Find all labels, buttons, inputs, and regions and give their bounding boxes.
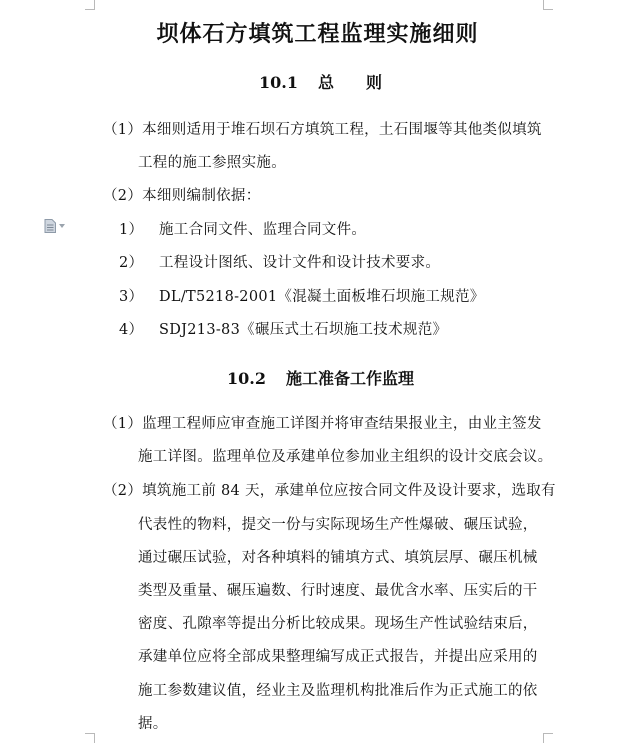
crop-mark-top-left — [85, 0, 95, 10]
section-number: 10.1 — [259, 73, 298, 92]
paragraph-line: （1）监理工程师应审查施工详图并将审查结果报业主，由业主签发 — [103, 416, 542, 432]
paragraph-line: 类型及重量、碾压遍数、行时速度、最优含水率、压实后的干 — [138, 583, 538, 599]
list-item-number: 3） — [119, 289, 144, 305]
paragraph-line: （2）填筑施工前 84 天，承建单位应按合同文件及设计要求，选取有 — [103, 483, 556, 499]
paragraph-line: 施工详图。监理单位及承建单位参加业主组织的设计交底会议。 — [138, 449, 553, 465]
section-heading-preparation — [227, 366, 414, 389]
paragraph-line: 承建单位应将全部成果整理编写成正式报告，并提出应采用的 — [138, 649, 538, 665]
paragraph-line: 工程的施工参照实施。 — [138, 155, 286, 171]
paragraph-line: 据。 — [138, 716, 168, 732]
document-icon — [44, 219, 56, 233]
list-item-number: 4） — [119, 322, 144, 338]
paragraph-line: （2）本细则编制依据： — [103, 188, 261, 204]
section-title: 施工准备工作监理 — [285, 369, 414, 388]
list-item: 工程设计图纸、设计文件和设计技术要求。 — [159, 255, 441, 271]
list-item-number: 1） — [119, 222, 144, 238]
list-item: DL/T5218-2001《混凝土面板堆石坝施工规范》 — [159, 289, 485, 305]
list-item: SDJ213-83《碾压式土石坝施工技术规范》 — [159, 322, 448, 338]
paragraph-options-button[interactable] — [44, 219, 65, 233]
section-title: 总 则 — [317, 73, 382, 92]
document-title: 坝体石方填筑工程监理实施细则 — [156, 21, 479, 47]
paragraph-line: 代表性的物料，提交一份与实际现场生产性爆破、碾压试验， — [138, 517, 538, 533]
section-number: 10.2 — [227, 369, 266, 388]
paragraph-line: 通过碾压试验，对各种填料的铺填方式、填筑层厚、碾压机械 — [138, 550, 538, 566]
list-item-number: 2） — [119, 255, 144, 271]
chevron-down-icon — [59, 224, 65, 228]
paragraph-line: 密度、孔隙率等提出分析比较成果。现场生产性试验结束后， — [138, 616, 538, 632]
paragraph-line: 施工参数建议值，经业主及监理机构批准后作为正式施工的依 — [138, 683, 538, 699]
list-item: 施工合同文件、监理合同文件。 — [159, 222, 367, 238]
paragraph-line: （1）本细则适用于堆石坝石方填筑工程，土石围堰等其他类似填筑 — [103, 122, 542, 138]
crop-mark-top-right — [543, 0, 553, 10]
section-heading-general — [259, 70, 382, 93]
